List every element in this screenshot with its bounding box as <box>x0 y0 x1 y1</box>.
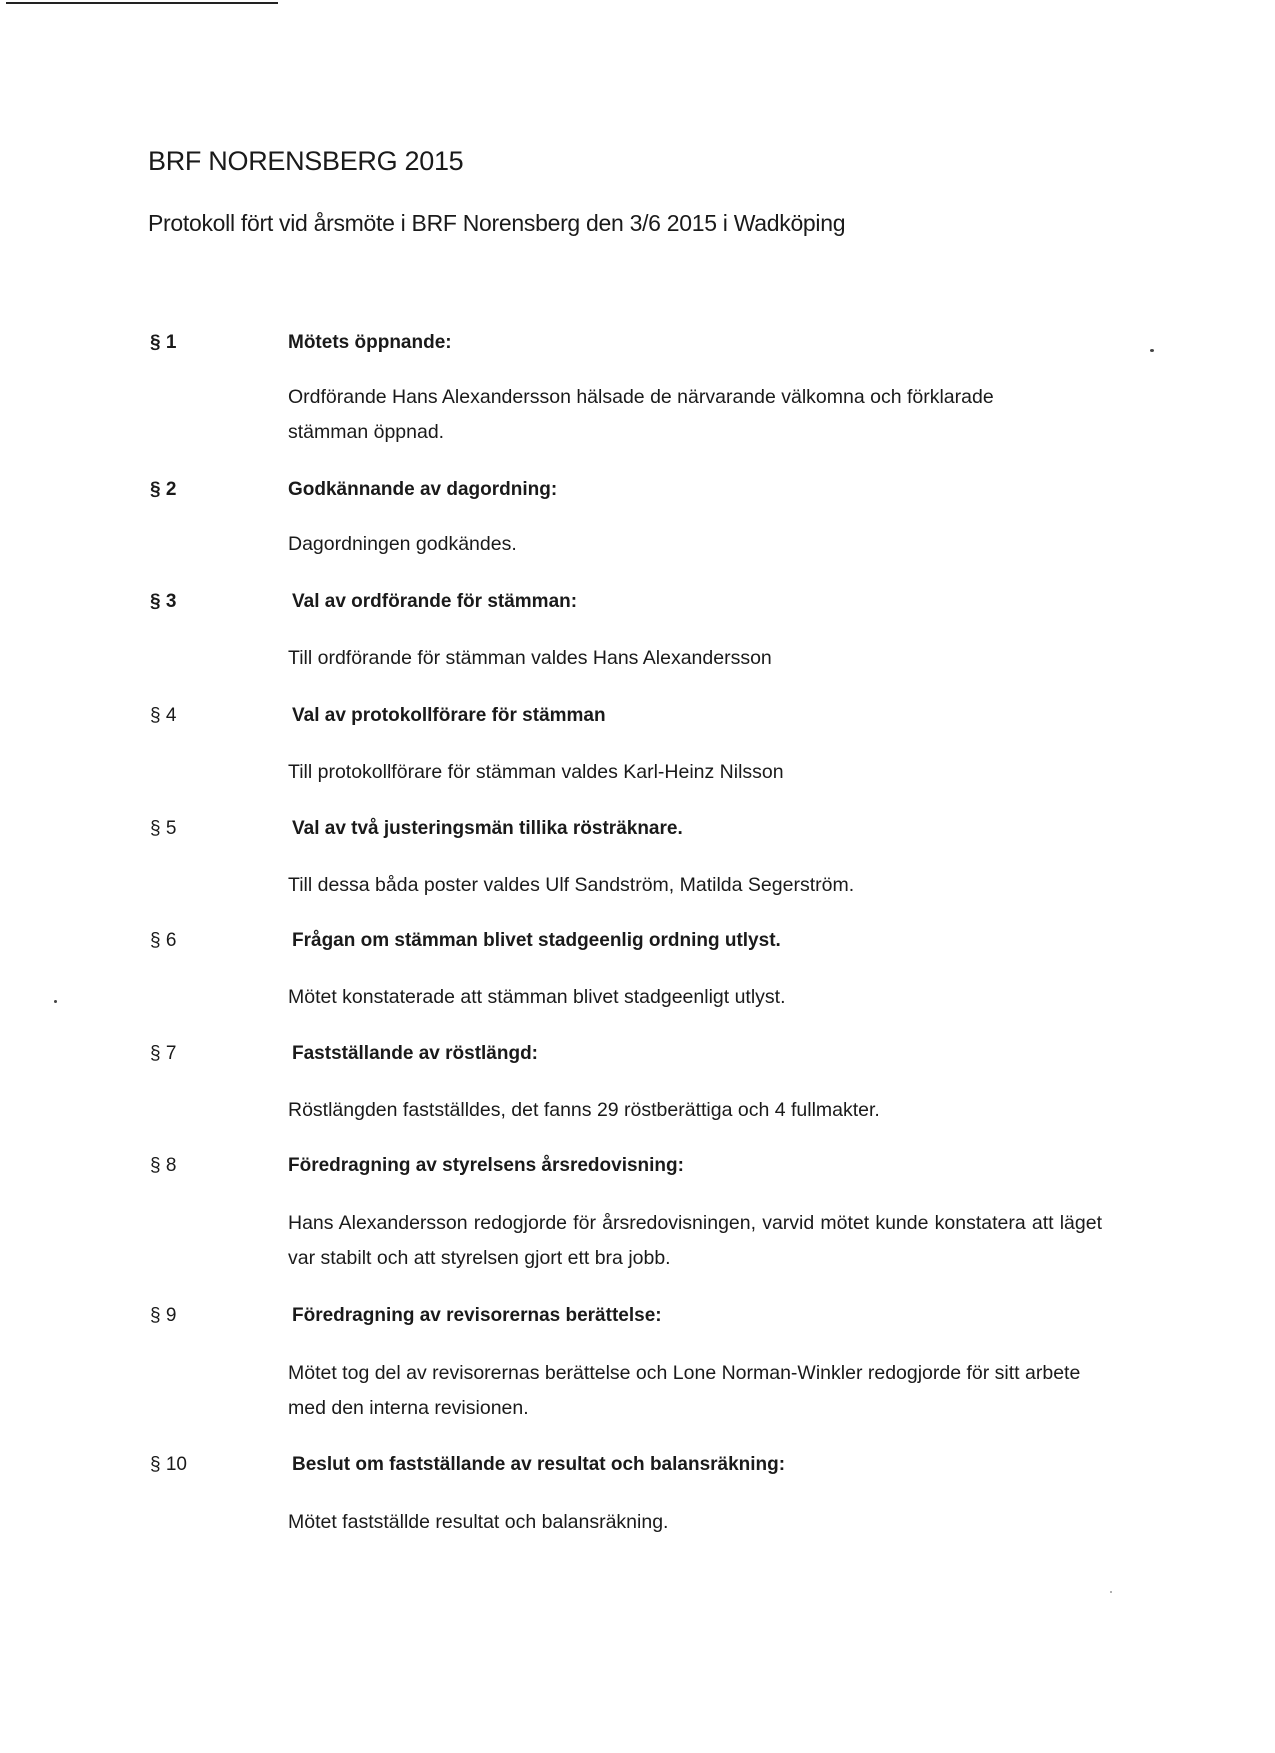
section-body: Hans Alexandersson redogjorde för årsredovisningen, varvid mötet kunde konstatera att läget var stabilt och att styrelsen gjort ett bra jobb. <box>288 1212 1102 1269</box>
document-subtitle: Protokoll fört vid årsmöte i BRF Norensberg den 3/6 2015 i Wadköping <box>148 210 846 236</box>
section-heading: Föredragning av styrelsens årsredovisning: <box>288 1155 684 1176</box>
section-body: Mötet fastställde resultat och balansräkning. <box>288 1511 669 1533</box>
section-heading: Föredragning av revisorernas berättelse: <box>292 1305 662 1326</box>
section-heading: Mötets öppnande: <box>288 332 452 353</box>
section-body: Mötet tog del av revisorernas berättelse och Lone Norman-Winkler redogjorde för sitt arbete med den interna revisionen. <box>288 1362 1081 1419</box>
section-body: Röstlängden fastställdes, det fanns 29 röstberättiga och 4 fullmakter. <box>288 1099 880 1121</box>
section-heading: Val av ordförande för stämman: <box>292 591 578 612</box>
section-number: § 7 <box>150 1043 177 1064</box>
section-number: § 8 <box>150 1155 177 1176</box>
section-body: Till protokollförare för stämman valdes Karl-Heinz Nilsson <box>288 761 784 783</box>
section-number: § 10 <box>150 1454 187 1475</box>
section-body: Till dessa båda poster valdes Ulf Sandström, Matilda Segerström. <box>288 874 855 896</box>
section-heading: Fastställande av röstlängd: <box>292 1043 539 1064</box>
section-number: § 1 <box>150 332 177 353</box>
section-number: § 4 <box>150 705 177 726</box>
section-number: § 9 <box>150 1305 177 1326</box>
section-heading: Beslut om fastställande av resultat och balansräkning: <box>292 1454 786 1475</box>
document-title: BRF NORENSBERG 2015 <box>148 146 464 176</box>
section-heading: Frågan om stämman blivet stadgeenlig ordning utlyst. <box>292 930 781 951</box>
section-number: § 2 <box>150 479 177 500</box>
section-body: Ordförande Hans Alexandersson hälsade de närvarande välkomna och förklarade stämman öppnad. <box>288 386 994 443</box>
section-number: § 5 <box>150 818 177 839</box>
section-heading: Val av protokollförare för stämman <box>292 705 606 726</box>
section-body: Till ordförande för stämman valdes Hans Alexandersson <box>288 647 772 669</box>
section-body: Dagordningen godkändes. <box>288 533 517 555</box>
scan-speck <box>54 1000 57 1003</box>
section-heading: Godkännande av dagordning: <box>288 479 558 500</box>
section-number: § 3 <box>150 591 177 612</box>
scan-speck <box>1110 1591 1112 1593</box>
section-body: Mötet konstaterade att stämman blivet stadgeenligt utlyst. <box>288 986 786 1008</box>
scan-artifact-line <box>6 2 278 4</box>
scan-speck <box>1150 349 1154 352</box>
section-number: § 6 <box>150 930 177 951</box>
section-heading: Val av två justeringsmän tillika rösträknare. <box>292 818 683 839</box>
